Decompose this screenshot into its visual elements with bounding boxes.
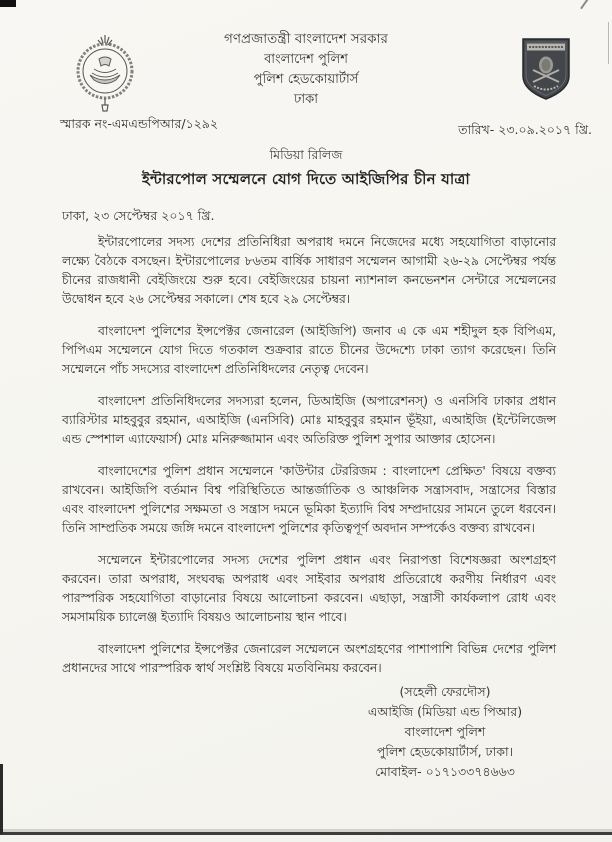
scan-corner-mark (0, 0, 16, 7)
scan-fold-mark (580, 0, 590, 9)
paragraph-2: বাংলাদেশ পুলিশের ইন্সপেক্টর জেনারেল (আইজিপি) জনাব এ কে এম শহীদুল হক বিপিএম, পিপিএম সম্মেলনে যোগ দিতে গতকাল শুক্রবার রাতে চীনের উদ্দেশ্যে ঢাকা ত্যাগ করেছেন। তিনি সম্মেলনে পাঁচ সদস্যের বাংলাদেশ প্রতিনিধিদলের নেতৃত্ব দেবেন। (62, 324, 556, 376)
paragraph-5: সম্মেলনে ইন্টারপোলের সদস্য দেশের পুলিশ প্রধান এবং নিরাপত্তা বিশেষজ্ঞরা অংশগ্রহণ করবেন। তারা অপরাধ, সংঘবদ্ধ অপরাধ এবং সাইবার অপরাধ প্রতিরোধে করণীয় নির্ধারণ এবং পারস্পরিক সহযোগিতা বাড়ানোর বিষয়ে আলোচনা করবেন। এছাড়া, সন্ত্রাসী কার্যকলাপ রোধ এবং সমসাময়িক চ্যালেঞ্জ ইত্যাদি বিষয়ও আলোচনায় স্থান পাবে। (62, 553, 556, 624)
signatory-mobile: মোবাইল- ০১৭১৩৩৭৪৬৬৩ (375, 764, 515, 779)
scan-right-edge-line (608, 22, 609, 64)
paragraph-3: বাংলাদেশ প্রতিনিধিদলের সদস্যরা হলেন, ডিআইজি (অপারেশনস্) ও এনসিবি ঢাকার প্রধান ব্যারিস্টার মাহবুবুর রহমান, এআইজি (এনসিবি) মোঃ মাহবুবুর রহমান ভূঁইয়া, এআইজি (ইন্টেলিজেন্স এন্ড স্পেশাল এ্যাফেয়ার্স) মোঃ মনিরুজ্জামান এবং অতিরিক্ত পুলিশ সুপার আক্তার হোসেন। (62, 394, 556, 446)
scan-bottom-edge (0, 832, 612, 835)
city-name: ঢাকা (294, 92, 318, 107)
scan-left-edge-bar (0, 764, 3, 834)
paragraph-4: বাংলাদেশের পুলিশ প্রধান সম্মেলনে 'কাউন্টার টেররিজম : বাংলাদেশ প্রেক্ষিত' বিষয়ে বক্তব্য রাখবেন। আইজিপি বর্তমান বিশ্ব পরিস্থিতিতে আন্তর্জাতিক ও আঞ্চলিক সন্ত্রাসবাদ, সন্ত্রাসের বিস্তার এবং বাংলাদেশ পুলিশের সক্ষমতা ও সন্ত্রাস দমনে ভূমিকা ইত্যাদি বিশ্ব সম্প্রদায়ের সামনে তুলে ধরবেন। তিনি সাম্প্রতিক সময়ে জঙ্গি দমনে বাংলাদেশ পুলিশের কৃতিত্বপূর্ণ অবদান সম্পর্কেও বক্তব্য রাখবেন। (62, 464, 556, 535)
organization-name: বাংলাদেশ পুলিশ (264, 52, 348, 67)
office-name: পুলিশ হেডকোয়ার্টার্স (253, 72, 359, 87)
body-text (62, 233, 556, 691)
government-name: গণপ্রজাতন্ত্রী বাংলাদেশ সরকার (224, 31, 388, 47)
paragraph-1: ইন্টারপোলের সদস্য দেশের প্রতিনিধিরা অপরাধ দমনে নিজেদের মধ্যে সহযোগিতা বাড়ানোর লক্ষ্যে বৈঠকে বসছেন। ইন্টারপোলের ৮৬তম বার্ষিক সাধারণ সম্মেলন আগামী ২৬-২৯ সেপ্টেম্বর পর্যন্ত চীনের রাজধানী বেইজিংয়ে শুরু হবে। বেইজিংয়ের চায়না ন্যাশনাল কনভেনশন সেন্টারে সম্মেলনের উদ্বোধন হবে ২৬ সেপ্টেম্বর সকালে। শেষ হবে ২৯ সেপ্টেম্বর। (62, 235, 556, 306)
signatory-organization: বাংলাদেশ পুলিশ (404, 724, 486, 739)
paragraph-6: বাংলাদেশ পুলিশের ইন্সপেক্টর জেনারেল সম্মেলনে অংশগ্রহণের পাশাপাশি বিভিন্ন দেশের পুলিশ প্রধানদের সাথে পারস্পরিক স্বার্থ সংশ্লিষ্ট বিষয়ে মতবিনিময় করবেন। (62, 642, 556, 675)
letterhead (156, 30, 456, 111)
signatory-name: (সহেলী ফেরদৌস) (399, 684, 491, 699)
memo-number: স্মারক নং-এমএন্ডপিআর/১২৯২ (60, 116, 219, 131)
document-date: তারিখ- ২৩.০৯.২০১৭ খ্রি. (458, 122, 592, 137)
headline: ইন্টারপোল সম্মেলনে যোগ দিতে আইজিপির চীন যাত্রা (142, 170, 470, 188)
signatory-office: পুলিশ হেডকোয়ার্টার্স, ঢাকা। (376, 744, 514, 759)
release-type-label: মিডিয়া রিলিজ (269, 147, 343, 162)
signature-block (320, 682, 570, 782)
dateline: ঢাকা, ২৩ সেপ্টেম্বর ২০১৭ খ্রি. (62, 208, 215, 223)
bangladesh-police-crest-icon (72, 33, 138, 117)
signatory-designation: এআইজি (মিডিয়া এন্ড পিআর) (367, 704, 523, 719)
police-headquarters-badge-icon (519, 36, 573, 102)
